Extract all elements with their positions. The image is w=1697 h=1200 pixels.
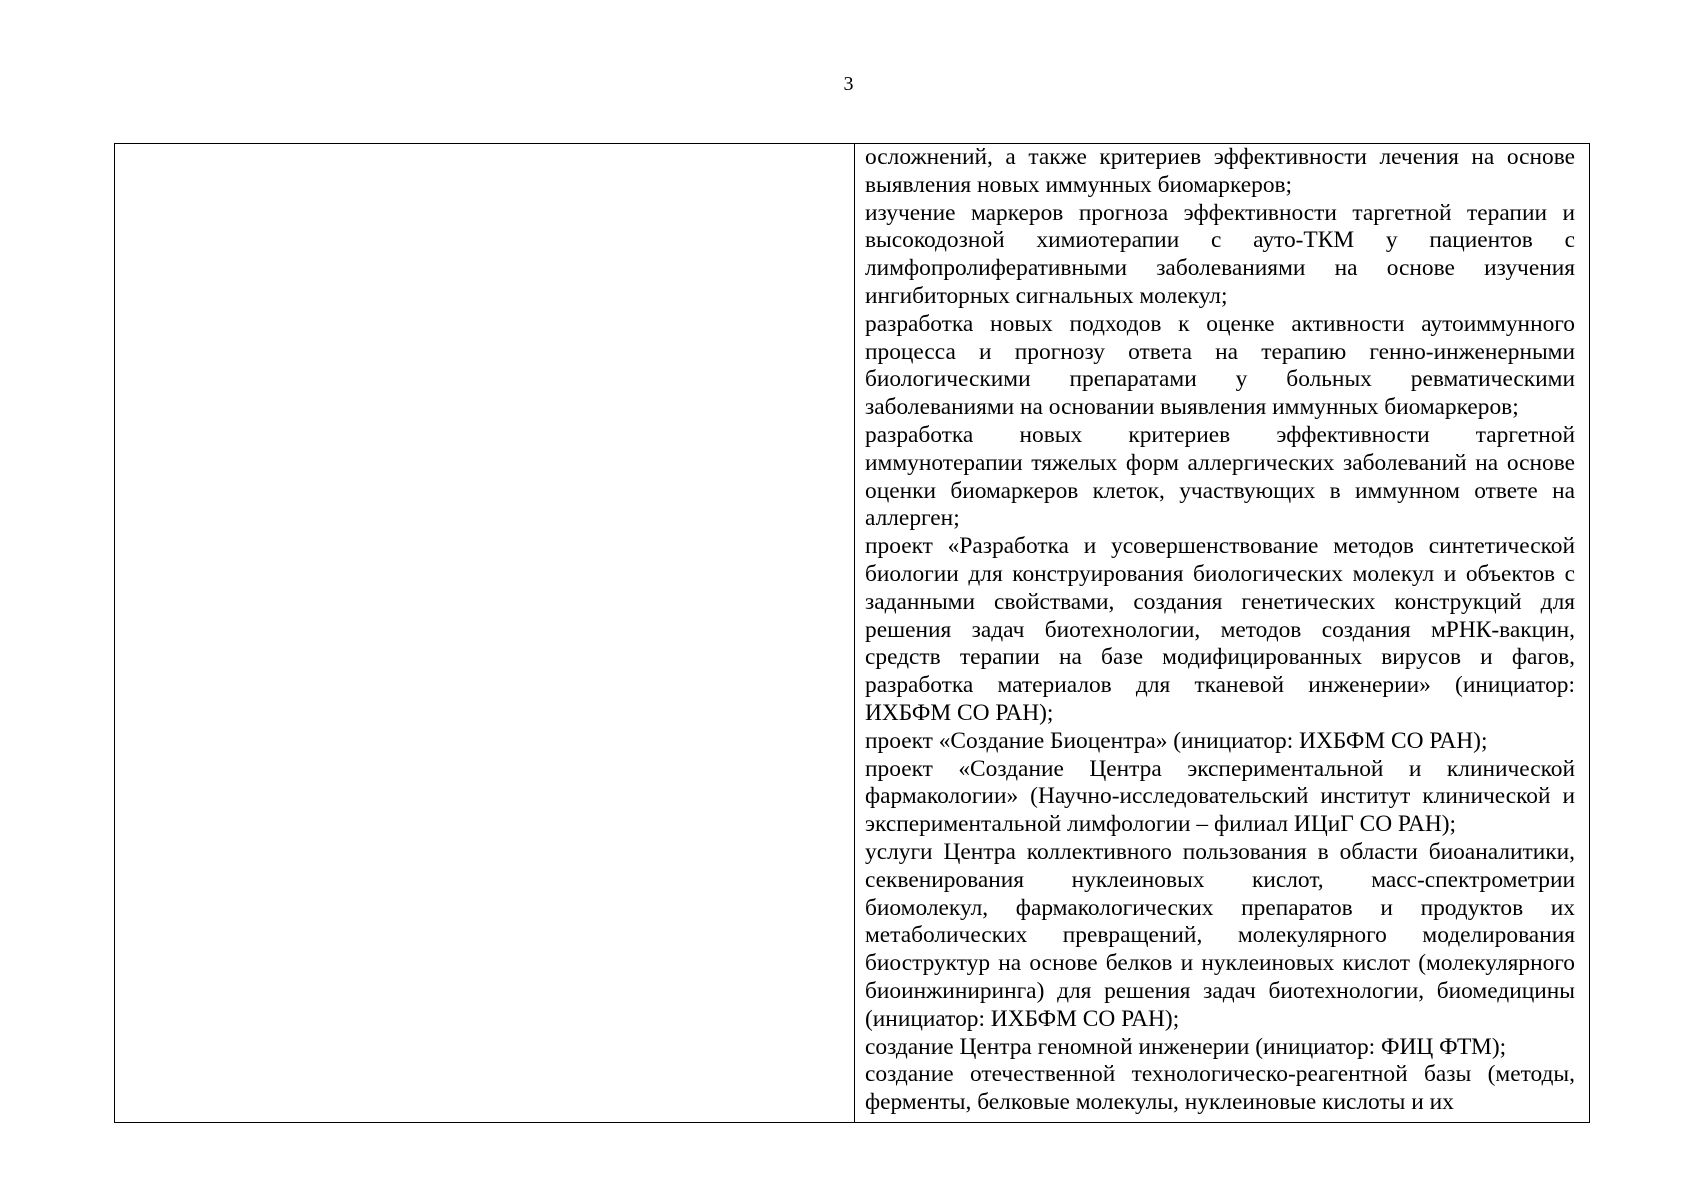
paragraph-biocenter-project: проект «Создание Биоцентра» (инициатор: ИХБФМ СО РАН);	[865, 727, 1488, 754]
paragraph-complications-criteria: осложнений, а также критериев эффективности лечения на основе выявления новых иммунных биомаркеров;	[865, 144, 1575, 198]
paragraph-pharmacology-center-project: проект «Создание Центра экспериментальной и клинической фармакологии» (Научно-исследовательский институт клинической и экспериментальной лимфологии – филиал ИЦиГ СО РАН);	[865, 755, 1575, 838]
paragraph-shared-use-center: услуги Центра коллективного пользования в области биоаналитики, секвенирования нуклеиновых кислот, масс-спектрометрии биомолекул, фармакологических препаратов и продуктов их метаболических превращений, молекулярного моделирования биоструктур на основе белков и нуклеиновых кислот (молекулярного биоинжиниринга) для решения задач биотехнологии, биомедицины (инициатор: ИХБФМ СО РАН);	[865, 838, 1575, 1032]
paragraph-reagent-base: создание отечественной технологическо-реагентной базы (методы, ферменты, белковые молекулы, нуклеиновые кислоты и их	[865, 1061, 1575, 1116]
page-number: 3	[843, 73, 854, 95]
paragraph-synthetic-biology-project: проект «Разработка и усовершенствование методов синтетической биологии для конструирования биологических молекул и объектов с заданными свойствами, создания генетических конструкций для решения задач биотехнологии, методов создания мРНК-вакцин, средств терапии на базе модифицированных вирусов и фагов, разработка материалов для тканевой инженерии» (инициатор: ИХБФМ СО РАН);	[865, 533, 1575, 726]
paragraph-targeted-therapy-markers: изучение маркеров прогноза эффективности таргетной терапии и высокодозной химиотерапии с ауто-ТКМ у пациентов с лимфопролиферативными заболеваниями на основе изучения ингибиторных сигнальных молекул;	[865, 199, 1575, 309]
table-left-column	[115, 144, 855, 1122]
paragraph-autoimmune-approaches: разработка новых подходов к оценке активности аутоиммунного процесса и прогнозу ответа на терапию генно-инженерными биологическими препаратами у больных ревматическими заболеваниями на основании выявления иммунных биомаркеров;	[865, 310, 1575, 421]
paragraph-allergy-immunotherapy: разработка новых критериев эффективности таргетной иммунотерапии тяжелых форм аллергических заболеваний на основе оценки биомаркеров клеток, участвующих в иммунном ответе на аллерген;	[865, 421, 1575, 532]
table-right-column	[855, 144, 1589, 1122]
document-table	[114, 143, 1590, 1123]
paragraph-genome-engineering-center: создание Центра геномной инженерии (инициатор: ФИЦ ФТМ);	[865, 1033, 1507, 1060]
